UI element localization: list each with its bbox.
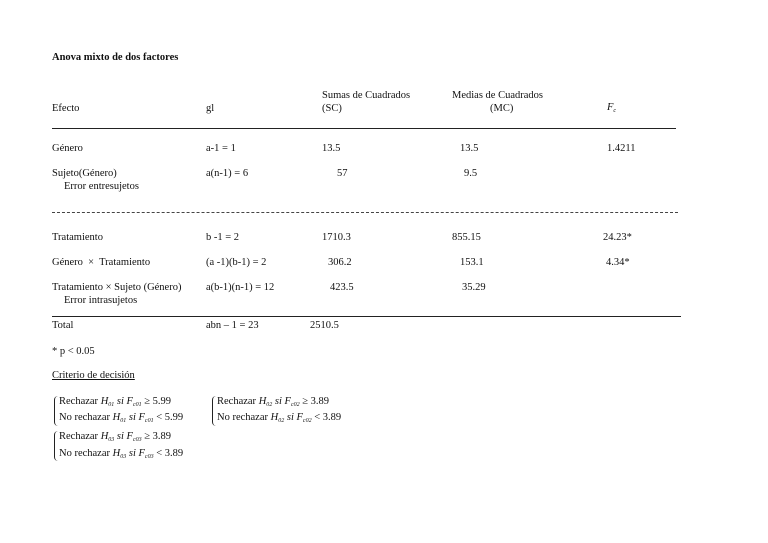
row-error-intra-gl: a(b-1)(n-1) = 12 bbox=[206, 282, 275, 293]
header-efecto: Efecto bbox=[52, 103, 80, 114]
header-fc: $F_c$ bbox=[607, 102, 617, 114]
row-tratamiento-gl: b -1 = 2 bbox=[206, 232, 240, 243]
row-interaccion-mc: 153.1 bbox=[460, 257, 484, 268]
row-tratamiento-fc: 24.23* bbox=[603, 232, 632, 243]
row-genero-sc: 13.5 bbox=[322, 143, 341, 154]
row-interaccion-efecto: Género × Tratamiento bbox=[52, 257, 151, 268]
row-interaccion-gl: (a -1)(b-1) = 2 bbox=[206, 257, 267, 268]
section-divider bbox=[52, 212, 678, 213]
header-gl: gl bbox=[206, 103, 215, 114]
row-sujeto-mc: 9.5 bbox=[464, 168, 478, 179]
criterion-2-keep: No rechazar $H_{02}$ si $F_{c02} < 3.89$ bbox=[217, 412, 342, 424]
row-total-efecto: Total bbox=[52, 320, 74, 331]
table-title: Anova mixto de dos factores bbox=[52, 52, 179, 63]
row-total-sc: 2510.5 bbox=[310, 320, 339, 331]
row-error-intra-sub: Error intrasujetos bbox=[64, 295, 138, 306]
header-mc-line2: (MC) bbox=[490, 103, 514, 114]
row-tratamiento-efecto: Tratamiento bbox=[52, 232, 103, 243]
criterion-3-reject: Rechazar $H_{03}$ si $F_{c03} \ge 3.89$ bbox=[59, 431, 172, 443]
criterion-2-reject: Rechazar $H_{02}$ si $F_{c02} \ge 3.89$ bbox=[217, 396, 330, 408]
row-genero-mc: 13.5 bbox=[460, 143, 479, 154]
row-sujeto-gl: a(n-1) = 6 bbox=[206, 168, 249, 179]
row-tratamiento-mc: 855.15 bbox=[452, 232, 481, 243]
row-total-gl: abn – 1 = 23 bbox=[206, 320, 259, 331]
row-error-intra-efecto: Tratamiento × Sujeto (Género) bbox=[52, 282, 182, 293]
row-sujeto-efecto: Sujeto(Género) bbox=[52, 168, 117, 179]
criterion-1-reject: Rechazar $H_{01}$ si $F_{c01} \ge 5.99$ bbox=[59, 396, 172, 408]
row-sujeto-sc: 57 bbox=[337, 168, 348, 179]
row-interaccion-sc: 306.2 bbox=[328, 257, 352, 268]
header-sc-line1: Sumas de Cuadrados bbox=[322, 90, 411, 101]
row-error-intra-sc: 423.5 bbox=[330, 282, 354, 293]
total-rule bbox=[52, 316, 681, 317]
significance-note: * p < 0.05 bbox=[52, 346, 95, 357]
row-error-intra-mc: 35.29 bbox=[462, 282, 486, 293]
row-sujeto-sub: Error entresujetos bbox=[64, 181, 139, 192]
row-genero-efecto: Género bbox=[52, 143, 83, 154]
criterion-1-keep: No rechazar $H_{01}$ si $F_{c01} < 5.99$ bbox=[59, 412, 184, 424]
header-mc-line1: Medias de Cuadrados bbox=[452, 90, 543, 101]
row-interaccion-fc: 4.34* bbox=[606, 257, 630, 268]
header-rule bbox=[52, 128, 676, 129]
criterion-3-keep: No rechazar $H_{03}$ si $F_{c03} < 3.89$ bbox=[59, 448, 184, 460]
row-tratamiento-sc: 1710.3 bbox=[322, 232, 351, 243]
row-genero-gl: a-1 = 1 bbox=[206, 143, 236, 154]
criterio-title: Criterio de decisión bbox=[52, 370, 135, 381]
row-genero-fc: 1.4211 bbox=[607, 143, 636, 154]
header-sc-line2: (SC) bbox=[322, 103, 342, 114]
